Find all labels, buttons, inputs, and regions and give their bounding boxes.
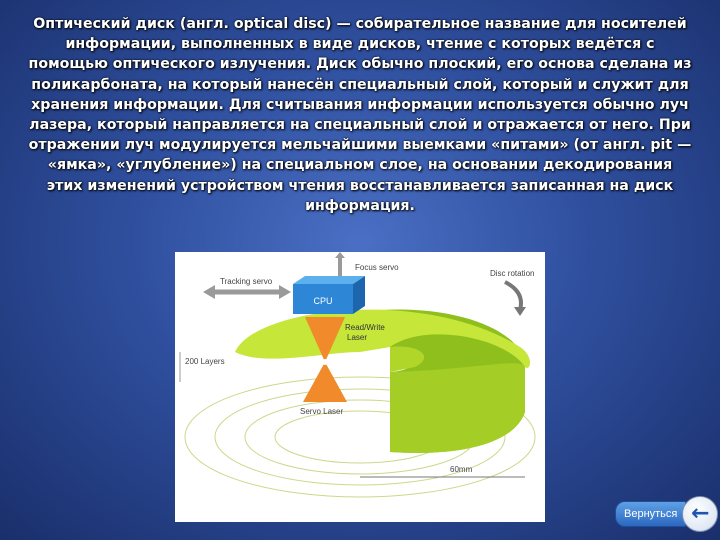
tracking-servo-label: Tracking servo — [220, 277, 273, 286]
layers-label: 200 Layers — [185, 357, 225, 366]
read-write-label-2: Laser — [347, 333, 368, 342]
tracking-servo-arrowhead-left — [203, 285, 215, 299]
focus-servo-arrowhead — [335, 252, 345, 258]
servo-laser-label: Servo Laser — [300, 407, 344, 416]
back-button[interactable] — [615, 495, 719, 533]
tracking-servo-arrowhead-right — [279, 285, 291, 299]
diameter-label: 60mm — [450, 465, 473, 474]
back-button-label: Вернуться — [615, 501, 686, 527]
cpu-label: CPU — [313, 296, 333, 306]
laser-beam-bottom — [303, 362, 347, 402]
optical-disc-diagram — [175, 252, 545, 522]
cpu-top — [293, 276, 365, 284]
diagram-svg — [175, 252, 545, 522]
disc-rotation-arrowhead — [514, 307, 526, 316]
laser-focus-point — [322, 359, 328, 365]
arrow-left-icon: ← — [682, 496, 718, 532]
disc-rotation-label: Disc rotation — [490, 269, 535, 278]
slide-description: Оптический диск (англ. optical disc) — собирательное название для носителей информации, выполненных в виде дисков, чтение с которых ведётся с помощью оптического излучения. Диск обычно плоский, его основа сделана из поликарбоната, на который нанесён специальный слой, который и служит для хранения информации. Для считывания информации используется обычно луч лазера, который направляется на специальный слой и отражается от него. При отражении луч модулируется мельчайшими выемками «питами» (от англ. pit — «ямка», «углубление») на специальном слое, на основании декодирования этих изменений устройством чтения восстанавливается записанная на диск информация. — [28, 16, 692, 214]
disc-rotation-arrow — [505, 282, 521, 310]
focus-servo-label: Focus servo — [355, 263, 399, 272]
read-write-label-1: Read/Write — [345, 323, 385, 332]
